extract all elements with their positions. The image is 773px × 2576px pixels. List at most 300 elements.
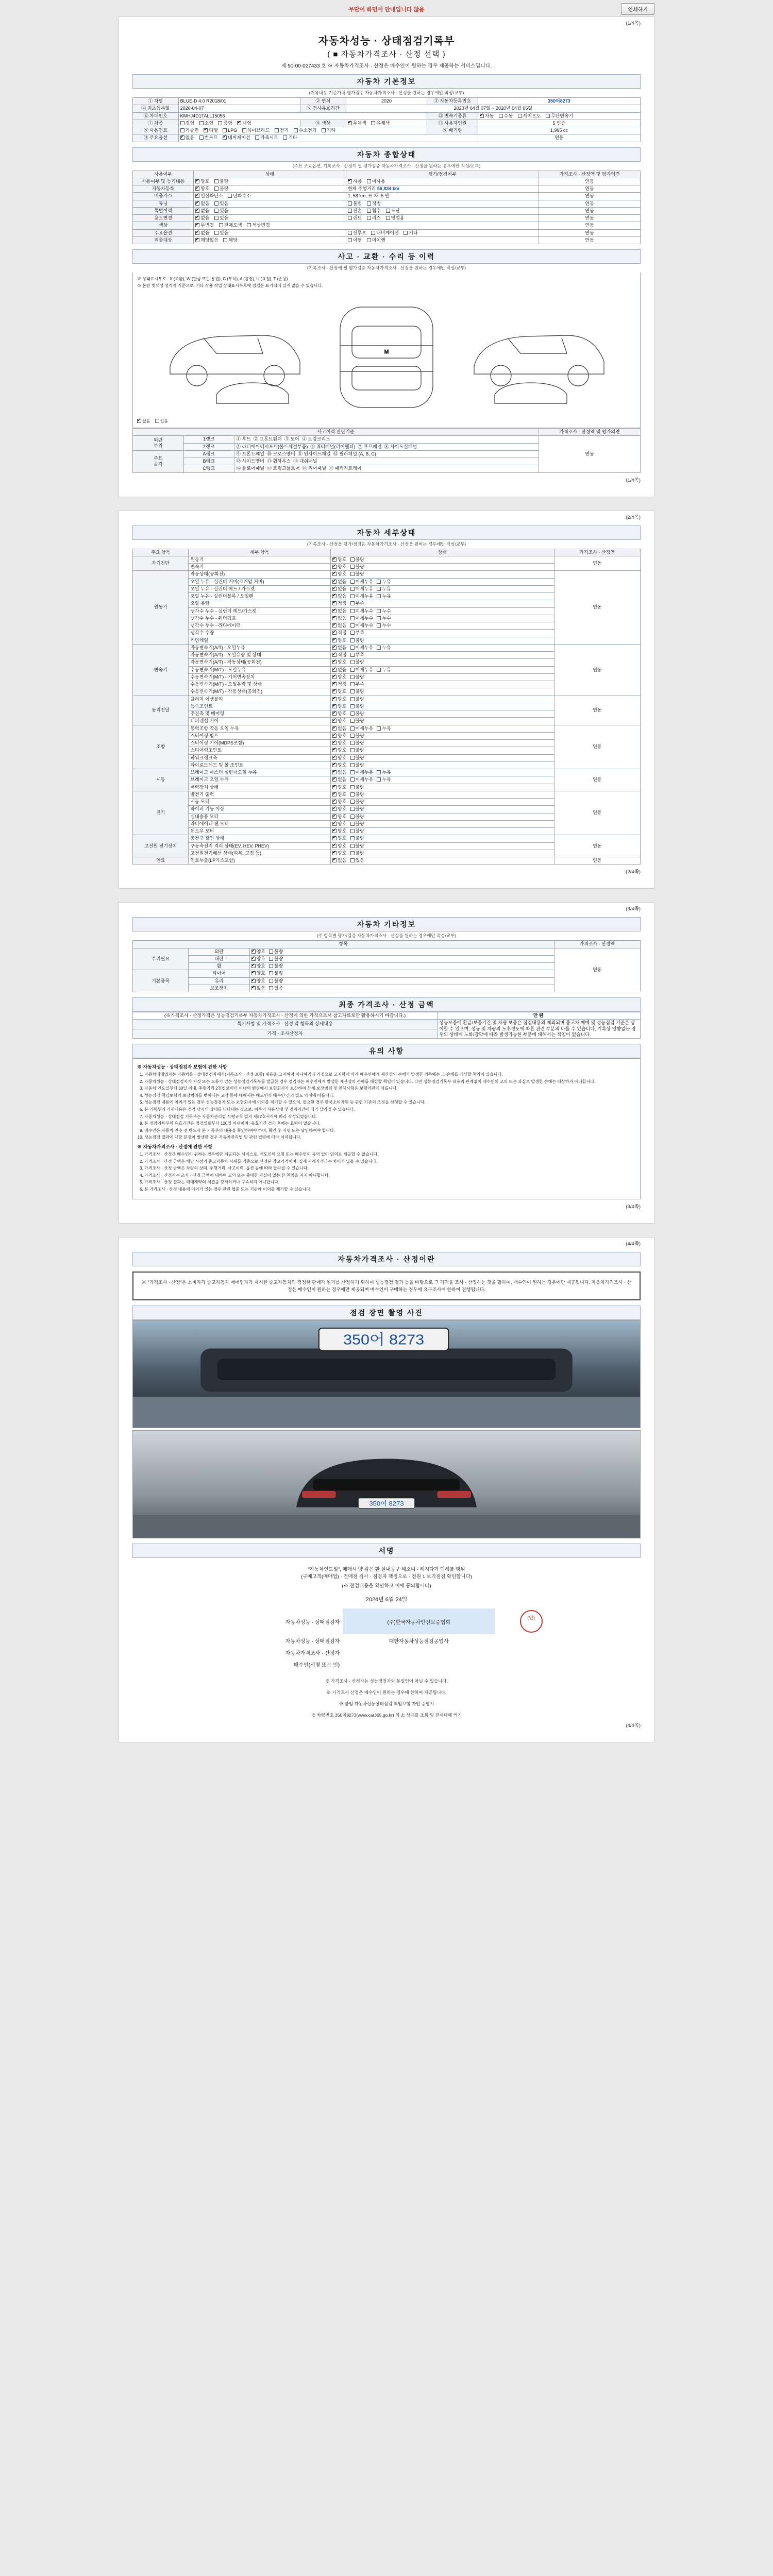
detail-group-label: 원동기 (133, 571, 189, 645)
other-head-0: 항목 (133, 941, 554, 948)
criteria-rank-2: 2랭크 (183, 443, 234, 450)
chk-불량[interactable]: 불량 (350, 733, 364, 739)
list-item: 2. 가격조사 · 산정 금액은 해당 시점의 중고자동차 시세를 기준으로 산정된 참고가격이며, 실제 거래가격과는 차이가 있을 수 있습니다. (144, 1159, 636, 1165)
opt-fuel-hybrid[interactable]: 하이브리드 (242, 128, 270, 133)
chk-누유[interactable]: 누유 (377, 770, 391, 775)
detail-item-label: 수동변속기(M/T) - 기어변속장치 (189, 673, 331, 681)
chk-양호[interactable]: ✔ 양호 (332, 674, 346, 680)
chk-양호[interactable]: ✔ 양호 (332, 836, 346, 841)
chk-미세누유[interactable]: 미세누유 (350, 777, 374, 783)
chk-tune-yes[interactable]: 있음 (214, 201, 228, 207)
basic-info-table (132, 97, 641, 142)
chk-navi[interactable]: 내비게이션 (371, 230, 398, 236)
detail-item-label: 자동변속기(A/T) - 작동상태(공회전) (189, 659, 331, 666)
chk-불량[interactable]: 불량 (350, 689, 364, 694)
label-reg-no: ③ 자동차등록번호 (427, 98, 478, 105)
chk-누유[interactable]: 누유 (377, 645, 391, 651)
chk-불량[interactable]: 불량 (269, 949, 283, 955)
list-item: 5. 가격조사 · 산정 결과는 매매계약의 체결을 강제하거나 구속하지 아니합니다. (144, 1179, 636, 1185)
opt-trans-manual[interactable]: 수동 (499, 113, 513, 119)
chk-lease[interactable]: 리스 (367, 215, 381, 221)
chk-불량[interactable]: 불량 (350, 755, 364, 761)
detail-item-label: 냉각수 누수 - 라디에이터 (189, 622, 331, 630)
chk-적정[interactable]: ✔ 적정 (332, 652, 346, 658)
chk-없음[interactable]: ✔ 없음 (332, 770, 346, 775)
opt-color-chroma[interactable]: 유채색 (371, 121, 390, 126)
value-displacement: 1,995 cc (478, 127, 640, 134)
chk-biz[interactable]: 영업용 (386, 215, 405, 221)
detail-item-state (331, 607, 554, 615)
detail-item-label: 동력조향 작동 오일 누유 (189, 725, 331, 732)
chk-미세누유[interactable]: 미세누유 (350, 579, 374, 585)
chk-양호[interactable]: ✔ 양호 (332, 733, 346, 739)
opt-color-mono[interactable]: ✔ 무채색 (348, 121, 366, 126)
other-item-state (249, 970, 554, 977)
chk-누수[interactable]: 누수 (377, 616, 391, 621)
what-is-box: ※ "가격조사 · 산정"은 소비자가 중고자동차 매매업자가 제시한 중고자동차의 적정한 판매가 원가를 산정하기 위하여 성능점검 결과 등을 바탕으로 그 가격을 조사 · 산정하는 것을 말하며, 매수인이 원하는 경우에만 제공됩니다. 자동차가격조사 · 산정은 매수인이 원하는 경우에만 제공되며 매수인이 구매하는 경우에 요구조사에 한하여 진행됩니다. (132, 1272, 641, 1301)
chk-양호[interactable]: ✔ 양호 (251, 949, 265, 955)
label-year: ② 연식 (300, 98, 346, 105)
value-first-reg: 2020-04-07 (178, 105, 300, 112)
chk-bad-1[interactable]: 불량 (214, 186, 228, 192)
other-item-label: 유리 (189, 977, 249, 985)
chk-적정[interactable]: ✔ 적정 (332, 682, 346, 687)
chk-양호[interactable]: ✔ 양호 (332, 689, 346, 694)
section-other-title: 자동차 기타정보 (132, 917, 641, 931)
detail-item-state (331, 673, 554, 681)
chk-적정[interactable]: ✔ 적정 (332, 601, 346, 606)
detail-item-state (331, 776, 554, 784)
price-desc: 성능보증에 환급/보증기간 및 차량 보증은 점검내용의 제외되며 중고차 매매 및 성능점검 기준은 상이할 수 있으며, 성능 및 차량의 노후정도에 따른 관련 부분의 다를 수 있습니다, 기록상 영향없는 경우의 상태에 노화/강약에 따라 발생가능한 부분에 대해서는 책임이 없습니다. (438, 1020, 641, 1039)
chk-total-loss[interactable]: 전손 (348, 208, 362, 214)
detail-group-price: 연동 (554, 769, 640, 791)
chk-양호[interactable]: ✔ 양호 (332, 792, 346, 798)
detail-group-price: 연동 (554, 644, 640, 696)
chk-적정[interactable]: ✔ 적정 (332, 630, 346, 636)
chk-rent[interactable]: 렌트 (348, 215, 362, 221)
list-item: 2. 자동차성능 · 상태점검자가 거짓 또는 오류가 있는 성능점검기록부를 발급한 경우 점검자는 매수인에게 발생한 재산상의 손해를 배상할 책임이 있습니다. 다만 성능점검기록부 내용과 관계없이 매수인의 고의 또는 과실로 발생한 손해는 배상하지 아니합니다. (144, 1079, 636, 1085)
sign-org-label: 자동차성능 · 상태점검자 (285, 1619, 340, 1625)
detail-item-state (331, 828, 554, 835)
chk-누유[interactable]: 누유 (377, 579, 391, 585)
chk-불량[interactable]: 불량 (350, 638, 364, 643)
detail-item-label: 변속기 (189, 564, 331, 571)
seal-stamp: (인) (520, 1610, 543, 1633)
chk-불량[interactable]: 불량 (350, 748, 364, 753)
chk-부족[interactable]: 부족 (350, 652, 364, 658)
chk-부족[interactable]: 부족 (350, 682, 364, 687)
overall-row-state-5 (194, 215, 346, 222)
detail-item-state (331, 820, 554, 827)
detail-item-label: 파워크랭크축 (189, 754, 331, 761)
chk-use-0[interactable]: ✔ 사용 (348, 179, 362, 184)
chk-accident-yes[interactable]: 있음 (155, 418, 168, 424)
signature-line-3: (※ 점검내용을 확인하고 이에 동의합니다) (342, 1583, 431, 1589)
chk-불량[interactable]: 불량 (269, 956, 283, 962)
table-row (133, 835, 641, 842)
detail-item-state (331, 835, 554, 842)
chk-없음[interactable]: ✔ 없음 (332, 858, 346, 863)
chk-없음[interactable]: ✔ 없음 (332, 623, 346, 629)
overall-row-state-8 (194, 236, 346, 244)
detail-item-label: 와이퍼 기능 이상 (189, 806, 331, 813)
chk-nouse-0[interactable]: 미사용 (367, 179, 385, 184)
detail-item-state (331, 630, 554, 637)
chk-color-none[interactable]: ✔ 무변경 (195, 223, 214, 228)
label-seats: ⑬ 사용자인원 (427, 120, 478, 127)
list-item: 7. 자동차성능 · 상태점검 기록부는 자동차관리법 시행규칙 별지 제82호서식에 따라 작성되었습니다. (144, 1114, 636, 1120)
chk-recall-yes[interactable]: 해당 (223, 238, 237, 243)
table-row (133, 769, 641, 776)
other-group-label: 수리필요 (133, 948, 189, 970)
other-item-state (249, 985, 554, 992)
chk-미세누수[interactable]: 미세누수 (350, 608, 374, 614)
chk-없음[interactable]: ✔ 없음 (332, 645, 346, 651)
overall-row-state-0 (194, 178, 346, 185)
chk-양호[interactable]: ✔ 양호 (332, 821, 346, 827)
chk-불량[interactable]: 불량 (350, 557, 364, 563)
opt-fuel-h2[interactable]: 수소전기 (294, 128, 317, 133)
overall-row-state-2 (194, 193, 346, 200)
chk-누유[interactable]: 누유 (377, 667, 391, 673)
chk-양호[interactable]: ✔ 양호 (332, 638, 346, 643)
chk-불량[interactable]: 불량 (350, 697, 364, 702)
criteria-rank-b-items: ⑫ 사이드멤버 ⑬ 휠하우스 ⑮ 대쉬패널 (234, 458, 539, 465)
chk-opt-none[interactable]: ✔ 없음 (195, 230, 209, 236)
chk-불량[interactable]: 불량 (269, 971, 283, 976)
opt-type-light[interactable]: 경형 (180, 121, 194, 126)
chk-양호[interactable]: ✔ 양호 (332, 718, 346, 724)
overall-row-price-8: 연동 (539, 236, 640, 244)
overall-head-0: 사용여부 (133, 171, 194, 178)
chk-use-yes[interactable]: 있음 (214, 215, 228, 221)
chk-불량[interactable]: 불량 (350, 704, 364, 709)
opt-fuel-diesel[interactable]: ✔ 디젤 (204, 128, 217, 133)
detail-group-label: 자기진단 (133, 556, 189, 571)
chk-불량[interactable]: 불량 (350, 711, 364, 717)
chk-불량[interactable]: 불량 (350, 659, 364, 665)
section-cautions-title: 유의 사항 (132, 1044, 641, 1058)
chk-양호[interactable]: ✔ 양호 (332, 762, 346, 768)
chk-불량[interactable]: 불량 (350, 851, 364, 856)
overall-row-label-5: 용도변경 (133, 215, 194, 222)
detail-item-state (331, 725, 554, 732)
chk-sunroof[interactable]: 선루프 (348, 230, 366, 236)
overall-row-state-4 (194, 207, 346, 214)
opt-option-sunroof[interactable]: 썬루프 (199, 135, 218, 141)
table-row (133, 857, 641, 865)
chk-누유[interactable]: 누유 (377, 594, 391, 599)
table-row (133, 556, 641, 563)
overall-row-price-5: 연동 (539, 215, 640, 222)
detail-item-state (331, 564, 554, 571)
chk-불량[interactable]: 불량 (350, 792, 364, 798)
chk-불량[interactable]: 불량 (350, 740, 364, 746)
value-car-type (178, 120, 300, 127)
signature-line-2: (구매고객(매매업) · 전매점 검사 · 점검자 책정으로 · 전원 1 보기점검 확인합니다) (301, 1574, 472, 1580)
chk-없음[interactable]: ✔ 없음 (251, 986, 265, 991)
chk-미세누수[interactable]: 미세누수 (350, 623, 374, 629)
detail-group-price: 연동 (554, 725, 640, 769)
chk-불량[interactable]: 불량 (350, 762, 364, 768)
label-first-reg: ④ 최초등록일 (133, 105, 179, 112)
chk-hist-yes[interactable]: 있음 (214, 208, 228, 214)
print-button[interactable]: 인쇄하기 (621, 3, 654, 15)
chk-양호[interactable]: ✔ 양호 (332, 704, 346, 709)
opt-option-navi[interactable]: ✔ 네비게이션 (223, 135, 250, 141)
detail-item-label: 디퍼렌셜 기어 (189, 718, 331, 725)
chk-불량[interactable]: 불량 (269, 978, 283, 984)
chk-미세누유[interactable]: 미세누유 (350, 645, 374, 651)
chk-미세누유[interactable]: 미세누유 (350, 667, 374, 673)
detail-head-1: 세부 항목 (189, 549, 331, 556)
opt-option-leather[interactable]: 가죽시트 (255, 135, 278, 141)
chk-recall-undone[interactable]: 미이행 (367, 238, 385, 243)
opt-trans-cvt[interactable]: 무단변속기 (546, 113, 573, 119)
chk-양호[interactable]: ✔ 양호 (332, 843, 346, 849)
other-head-2: 가격조사 · 산정액 (554, 941, 640, 948)
chk-불량[interactable]: 불량 (350, 836, 364, 841)
overall-row-price-2: 연동 (539, 193, 640, 200)
cautions-list-1 (144, 1072, 636, 1141)
table-row (133, 644, 641, 651)
accident-criteria-table (132, 428, 641, 473)
sign-pricer-value[interactable] (343, 1647, 495, 1658)
chk-양호[interactable]: ✔ 양호 (332, 799, 346, 805)
chk-없음[interactable]: ✔ 없음 (332, 777, 346, 783)
chk-hist-none[interactable]: ✔ 없음 (195, 208, 209, 214)
chk-flood[interactable]: 침수 (367, 208, 381, 214)
detail-item-label: 브레이크 오일 누유 (189, 776, 331, 784)
detail-item-state (331, 556, 554, 563)
cautions-group-1-title: ※ 자동차성능 · 상태점검자 보험에 관한 사항 (137, 1064, 227, 1070)
opt-option-etc[interactable]: 기타 (283, 135, 297, 141)
chk-양호[interactable]: ✔ 양호 (251, 956, 265, 962)
chk-ok-1[interactable]: ✔ 양호 (195, 186, 209, 192)
detail-head-2: 상태 (331, 549, 554, 556)
chk-불량[interactable]: 불량 (350, 718, 364, 724)
chk-미세누유[interactable]: 미세누유 (350, 594, 374, 599)
cautions-list-2 (144, 1151, 636, 1193)
chk-color-full[interactable]: 전체도색 (219, 223, 242, 228)
detail-item-state (331, 747, 554, 754)
opt-option-none[interactable]: ✔ 없음 (180, 135, 194, 141)
chk-불량[interactable]: 불량 (350, 674, 364, 680)
chk-양호[interactable]: ✔ 양호 (332, 785, 346, 790)
chk-bad-0[interactable]: 불량 (214, 179, 228, 184)
chk-없음[interactable]: ✔ 없음 (332, 594, 346, 599)
detail-item-state (331, 696, 554, 703)
chk-recall-done[interactable]: 이행 (348, 238, 362, 243)
label-fuel: ⑧ 사용연료 (133, 127, 179, 134)
overall-row-state-3 (194, 200, 346, 207)
other-item-state (249, 948, 554, 955)
detail-item-label: 등속조인트 (189, 703, 331, 710)
overall-row-price-0: 연동 (539, 178, 640, 185)
opt-type-small[interactable]: 소형 (199, 121, 213, 126)
footer-note-1: ※ 가격조사 · 산정자는 성능점검자와 동일인이 아닐 수 있습니다. (325, 1679, 448, 1684)
chk-opt-etc[interactable]: 기타 (404, 230, 417, 236)
sign-pricer-label: 자동차가격조사 · 산정자 (285, 1651, 340, 1657)
chk-없음[interactable]: ✔ 없음 (332, 579, 346, 585)
chk-누수[interactable]: 누수 (377, 623, 391, 629)
overall-row-price-3: 연동 (539, 200, 640, 207)
page-number-1: (1/4쪽) (626, 21, 641, 26)
detail-item-state (331, 615, 554, 622)
detail-item-label: 클러치 어셈블리 (189, 696, 331, 703)
detail-item-state (331, 637, 554, 644)
document-serial-line: 제 50-00-027433 호 ※ 자동차가격조사 · 산정은 매수인이 원하는 경우 제공하는 서비스입니다. (281, 63, 492, 69)
chk-불량[interactable]: 불량 (350, 571, 364, 577)
chk-hc[interactable]: 탄화수소 (228, 193, 251, 199)
sign-buyer-value[interactable] (343, 1659, 495, 1670)
chk-양호[interactable]: ✔ 양호 (332, 748, 346, 753)
detail-item-state (331, 666, 554, 673)
detail-item-label: 추진축 및 베어링 (189, 710, 331, 718)
detail-item-state (331, 769, 554, 776)
section-accident-title: 사고 · 교환 · 수리 등 이력 (132, 249, 641, 264)
chk-없음[interactable]: ✔ 없음 (332, 726, 346, 732)
chk-누수[interactable]: 누수 (377, 608, 391, 614)
chk-양호[interactable]: ✔ 양호 (332, 814, 346, 820)
opt-type-mid[interactable]: 중형 (218, 121, 232, 126)
overall-row-state-1 (194, 185, 346, 193)
opt-fuel-etc[interactable]: 기타 (322, 128, 335, 133)
chk-불량[interactable]: 불량 (350, 828, 364, 834)
detail-group-price: 연동 (554, 791, 640, 835)
chk-양호[interactable]: ✔ 양호 (332, 740, 346, 746)
chk-누유[interactable]: 누유 (377, 726, 391, 732)
chk-양호[interactable]: ✔ 양호 (251, 971, 265, 976)
opt-trans-auto[interactable]: ✔ 자동 (480, 113, 494, 119)
sign-org-name: (주)한국자동차안전보증협회 (343, 1608, 495, 1634)
chk-있음[interactable]: 있음 (350, 858, 364, 863)
chk-불량[interactable]: 불량 (350, 806, 364, 812)
opt-trans-semi[interactable]: 세미오토 (518, 113, 541, 119)
chk-미세누유[interactable]: 미세누유 (350, 586, 374, 592)
section-what-is-title: 자동차가격조사 · 산정이란 (132, 1252, 641, 1266)
chk-co[interactable]: ✔ 일산화탄소 (195, 193, 223, 199)
chk-양호[interactable]: ✔ 양호 (332, 828, 346, 834)
criteria-rank-1: 1랭크 (183, 436, 234, 443)
detail-item-state (331, 791, 554, 798)
chk-미세누유[interactable]: 미세누유 (350, 770, 374, 775)
list-item: 1. 가격조사 · 산정은 매수인이 원하는 경우에만 제공되는 서비스로, 매도인의 요청 또는 매수인의 동의 없이 임의로 제공할 수 없습니다. (144, 1151, 636, 1158)
opt-type-large[interactable]: ✔ 대형 (237, 121, 251, 126)
opt-fuel-gasoline[interactable]: 가솔린 (180, 128, 199, 133)
detail-item-state (331, 688, 554, 696)
chk-불량[interactable]: 불량 (350, 564, 364, 570)
detail-item-label: 원동기 (189, 556, 331, 563)
chk-use-none[interactable]: ✔ 없음 (195, 215, 209, 221)
overall-row-price-7: 연동 (539, 229, 640, 236)
chk-불량[interactable]: 불량 (269, 963, 283, 969)
chk-legal[interactable]: 적법 (367, 201, 381, 207)
chk-accident-none[interactable]: ✔없음 (137, 418, 150, 424)
chk-부족[interactable]: 부족 (350, 630, 364, 636)
chk-양호[interactable]: ✔ 양호 (251, 963, 265, 969)
overall-row-chk-2: 1, 58 km, 표 차, 5 만 (346, 193, 539, 200)
chk-없음[interactable]: ✔ 없음 (332, 586, 346, 592)
chk-누유[interactable]: 누유 (377, 777, 391, 783)
overall-head-2: 평가/점검여부 (346, 171, 539, 178)
value-options (178, 134, 478, 142)
criteria-rank-a: A랭크 (183, 450, 234, 457)
chk-불량[interactable]: 불량 (350, 821, 364, 827)
chk-양호[interactable]: ✔ 양호 (332, 697, 346, 702)
detail-item-state (331, 761, 554, 769)
chk-양호[interactable]: ✔ 양호 (251, 978, 265, 984)
detail-group-label: 전기 (133, 791, 189, 835)
chk-양호[interactable]: ✔ 양호 (332, 659, 346, 665)
chk-양호[interactable]: ✔ 양호 (332, 711, 346, 717)
criteria-outer-label: 외판 부위 (133, 436, 184, 451)
detail-item-state (331, 644, 554, 651)
plate-text-2: 350어 8273 (369, 1500, 404, 1507)
chk-illegal[interactable]: 불법 (348, 201, 362, 207)
chk-tune-none[interactable]: ✔ 없음 (195, 201, 209, 207)
chk-ok-0[interactable]: ✔ 양호 (195, 179, 209, 184)
chk-color-change[interactable]: 색상변경 (247, 223, 270, 228)
value-year: 2020 (346, 98, 427, 105)
value-trans (478, 112, 640, 120)
overall-row-chk-7 (346, 229, 539, 236)
accident-legend-line-1: ※ 상태표시부호 : X (교환), W (판금 또는 용접), C (부식), A (흠집), U (요철), T (손상) (137, 277, 288, 281)
detail-item-label: 커먼레일 (189, 637, 331, 644)
odometer-value: 56,834 km (377, 186, 399, 191)
opt-fuel-lpg[interactable]: LPG (223, 128, 237, 133)
overall-row-chk-0 (346, 178, 539, 185)
detail-item-state (331, 857, 554, 865)
top-warning-text: 무단어 화면에 안내입니다 않음 (348, 7, 425, 13)
detail-group-label: 조향 (133, 725, 189, 769)
chk-recall-na[interactable]: ✔ 해당없음 (195, 238, 219, 243)
overall-row-label-8: 리콜대상 (133, 236, 194, 244)
chk-양호[interactable]: ✔ 양호 (332, 806, 346, 812)
detail-item-state (331, 842, 554, 850)
detail-item-label: 배력장치 상태 (189, 784, 331, 791)
list-item: 6. 본 가격조사 · 산정 내용에 이의가 있는 경우 관련 협회 또는 기관에 이의를 제기할 수 있습니다. (144, 1187, 636, 1193)
chk-없음[interactable]: ✔ 없음 (332, 616, 346, 621)
chk-부족[interactable]: 부족 (350, 601, 364, 606)
chk-미세누수[interactable]: 미세누수 (350, 616, 374, 621)
criteria-rank-c: C랭크 (183, 465, 234, 472)
opt-fuel-ev[interactable]: 전기 (275, 128, 289, 133)
chk-누유[interactable]: 누유 (377, 586, 391, 592)
chk-양호[interactable]: ✔ 양호 (332, 557, 346, 563)
chk-없음[interactable]: ✔ 없음 (332, 667, 346, 673)
chk-불량[interactable]: 불량 (350, 843, 364, 849)
chk-불량[interactable]: 불량 (350, 799, 364, 805)
overall-row-price-1: 연동 (539, 185, 640, 193)
page-3 (119, 902, 654, 1223)
chk-theft[interactable]: 도난 (386, 208, 400, 214)
price-table (132, 1012, 641, 1039)
list-item: 6. 본 기록부의 기재내용은 점검 당시의 상태를 나타내는 것으로, 이후의 사용상태 및 경과기간에 따라 달라질 수 있습니다. (144, 1107, 636, 1113)
chk-양호[interactable]: ✔ 양호 (332, 755, 346, 761)
chk-opt-yes[interactable]: 있음 (214, 230, 228, 236)
chk-불량[interactable]: 불량 (350, 785, 364, 790)
criteria-rank-1-items: ① 후드 ② 프론트휀더 ③ 도어 ④ 트렁크리드 (234, 436, 539, 443)
chk-미세누유[interactable]: 미세누유 (350, 726, 374, 732)
chk-없음[interactable]: ✔ 없음 (332, 608, 346, 614)
table-row (133, 696, 641, 703)
chk-불량[interactable]: 불량 (350, 814, 364, 820)
chk-있음[interactable]: 있음 (269, 986, 283, 991)
chk-양호[interactable]: ✔ 양호 (332, 571, 346, 577)
chk-양호[interactable]: ✔ 양호 (332, 851, 346, 856)
chk-양호[interactable]: ✔ 양호 (332, 564, 346, 570)
